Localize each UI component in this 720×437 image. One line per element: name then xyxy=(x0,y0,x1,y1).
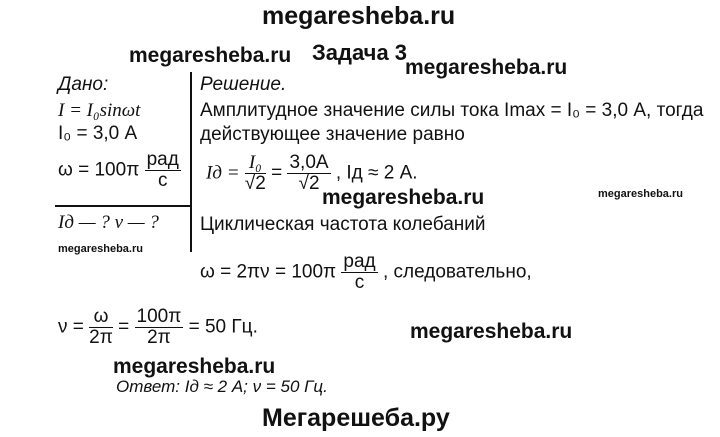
f3-frac-1 xyxy=(89,307,113,348)
f1-num-2: 3,0А xyxy=(289,152,329,173)
answer: Ответ: Iд ≈ 2 А; ν = 50 Гц. xyxy=(116,377,328,396)
watermark-right-of-title: megaresheba.ru xyxy=(405,56,568,79)
given-divider xyxy=(55,205,190,207)
f1-tail: , Iд ≈ 2 А. xyxy=(335,162,418,184)
f3-eq: = xyxy=(118,316,130,338)
solution-line-2: действующее значение равно xyxy=(200,124,465,145)
f1-num-1: I₀ xyxy=(245,153,266,174)
f3-tail: = 50 Гц. xyxy=(188,316,258,338)
f2-lhs: ω = 2πν = 100π xyxy=(200,261,337,283)
page-title: Задача 3 xyxy=(312,40,408,65)
solution-line-3: Циклическая частота колебаний xyxy=(200,214,486,235)
f3-num-2: 100π xyxy=(136,306,182,327)
watermark-right-lower: megaresheba.ru xyxy=(410,320,573,343)
watermark-bottom-left: megaresheba.ru xyxy=(113,355,276,378)
watermark-left-of-title: megaresheba.ru xyxy=(129,44,292,67)
watermark-footer: Мегарешеба.ру xyxy=(262,404,450,432)
given-omega-prefix: ω = 100π xyxy=(58,159,140,181)
f2-frac xyxy=(341,252,377,293)
f1-den-1: √2 xyxy=(244,173,266,194)
given-line-2: I₀ = 3,0 А xyxy=(58,123,138,144)
f3-frac-2 xyxy=(135,307,184,348)
column-divider xyxy=(190,72,192,252)
formula-frequency xyxy=(58,307,258,348)
given-omega xyxy=(58,150,181,191)
f1-lhs: Iд = xyxy=(206,162,240,184)
f3-den-2: 2π xyxy=(147,327,171,348)
solution-line-1: Амплитудное значение силы тока Imax = I₀ = 3,0 А, тогда xyxy=(200,100,704,121)
watermark-mid-formula: megaresheba.ru xyxy=(322,186,485,209)
f3-num-1: ω xyxy=(89,307,113,328)
f1-eq: = xyxy=(271,162,283,184)
f3-lhs: ν = xyxy=(58,316,84,338)
formula-cyclic-frequency xyxy=(200,252,532,293)
given-omega-unit-num: рад xyxy=(146,149,179,170)
given-find: Iд — ? ν — ? xyxy=(58,212,159,233)
watermark-small-left: megaresheba.ru xyxy=(58,243,143,255)
given-omega-unit-den: с xyxy=(157,170,168,191)
given-omega-unit xyxy=(145,150,181,191)
f1-den-2: √2 xyxy=(298,173,320,194)
given-label: Дано: xyxy=(58,74,109,95)
watermark-top: megaresheba.ru xyxy=(262,2,456,30)
f2-den: с xyxy=(354,272,365,293)
f2-num: рад xyxy=(343,251,376,272)
f1-frac-1 xyxy=(245,153,266,194)
f2-tail: , следовательно, xyxy=(382,261,532,283)
watermark-small-right: megaresheba.ru xyxy=(598,188,683,200)
given-line-1: I = I₀sinωt xyxy=(58,100,141,121)
f3-den-1: 2π xyxy=(89,327,113,348)
solution-label: Решение. xyxy=(200,74,287,95)
